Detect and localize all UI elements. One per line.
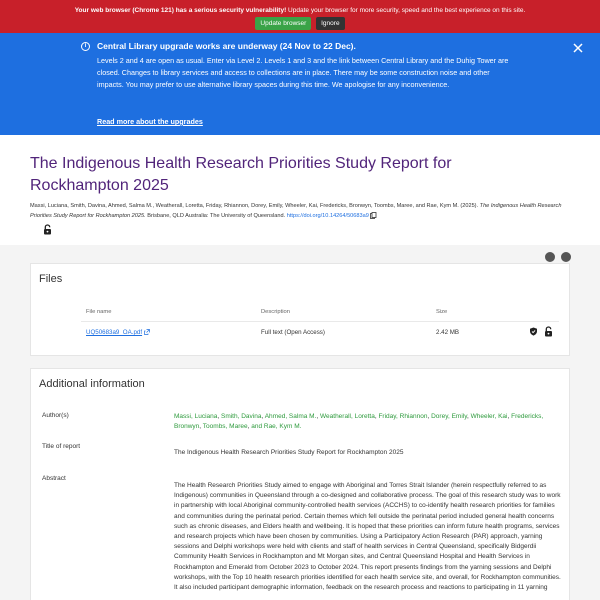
external-link-icon	[144, 329, 150, 335]
page-title: The Indigenous Health Research Priorities Study Report for Rockhampton 2025	[30, 155, 452, 194]
citation: Massi, Luciana, Smith, Davina, Ahmed, Salma M., Weatherall, Loretta, Friday, Rhiannon, Dorey, Emily, Wheeler, Kai, Fredericks, Bronwyn, Toombs, Maree, and Rae, Kym M. (2025). The Indigenous Health Research Priorities Study Report for Rockhampton 2025. Brisbane, QLD Australia: The University of Queensland. https://doi.org/10.14264/50683a9	[30, 203, 562, 219]
authors-label: Author(s)	[42, 412, 69, 419]
update-browser-button[interactable]: Update browser	[255, 17, 311, 30]
author-link[interactable]: Friday, Rhiannon	[378, 413, 428, 420]
author-link[interactable]: and Rae, Kym M.	[251, 423, 302, 430]
alert-title: Central Library upgrade works are underway (24 Nov to 22 Dec).	[97, 41, 356, 51]
column-header-description: Description	[261, 309, 290, 315]
author-link[interactable]: Fredericks, Bronwyn	[174, 413, 544, 430]
additional-info-heading: Additional information	[39, 378, 145, 390]
close-icon[interactable]	[573, 43, 583, 53]
alert-body: Levels 2 and 4 are open as usual. Enter via Level 2. Levels 1 and 3 and the link between Central Library and the Duhig Tower are closed. Changes to library services and access to collections are in place. There may be some construction noise and other impacts. You may prefer to use alternative library spaces during this time. We apologise for any inconvenience.	[97, 56, 509, 89]
author-link[interactable]: Weatherall, Loretta	[320, 413, 375, 420]
file-description: Full text (Open Access)	[261, 329, 325, 336]
author-link[interactable]: Toombs, Maree	[202, 423, 248, 430]
shield-icon	[529, 327, 538, 336]
abstract-label: Abstract	[42, 475, 66, 482]
title-of-report-value: The Indigenous Health Research Priorities Study Report for Rockhampton 2025	[174, 449, 404, 456]
open-access-lock-icon	[43, 224, 52, 235]
author-link[interactable]: Smith, Davina	[220, 413, 262, 420]
copy-icon[interactable]	[370, 212, 377, 219]
info-icon: i	[81, 42, 90, 51]
divider	[81, 321, 559, 322]
email-icon[interactable]	[545, 252, 555, 262]
title-of-report-label: Title of report	[42, 443, 81, 450]
abstract-text: The Health Research Priorities Study aimed to engage with Aboriginal and Torres Strait Islander (herein respectfully referred to as Indigenous) communities in Queensland through a co-designed and collaborative process. The goal of this research study was to work in partnership with local Aboriginal community-controlled health services (ACCHS) to co-identify health research priorities for families and communities during the perinatal period. Certain themes which fell outside the perinatal period included general health concerns such as chronic diseases, and Elders health and wellbeing. It is hoped that these priorities can inform future health programs, services and research projects which have been chosen by communities. Using a Participatory Action Research (PAR) approach, yarning sessions and Delphi workshops were held with clients and staff of health services in Central Queensland, specifically Bidgerdii Community Health Services in Rockhampton and Mt Morgan sites, and Central Queensland Hospital and Health Services in Rockhampton and Emerald from October 2023 to October 2024. This report presents findings from the yarning sessions and Delphi workshops, with the Top 10 health research priorities identified for each health service site, and overall, for Rockhampton communities. It also included participant demographic information, feedback on the research process and reactions to participating in 11 yarning	[174, 482, 561, 592]
column-header-size: Size	[436, 309, 448, 315]
table-row	[86, 329, 150, 336]
print-icon[interactable]	[561, 252, 571, 262]
author-link[interactable]: Ahmed, Salma M.	[264, 413, 317, 420]
open-access-lock-icon	[544, 326, 553, 337]
author-link[interactable]: Massi, Luciana	[174, 413, 218, 420]
file-link[interactable]: UQ50683a9_OA.pdf	[86, 329, 143, 336]
column-header-file-name: File name	[86, 309, 112, 315]
additional-info-card	[30, 368, 570, 600]
ignore-button[interactable]: Ignore	[316, 17, 344, 30]
browser-warning-bar	[0, 0, 600, 33]
author-link[interactable]: Dorey, Emily	[431, 413, 467, 420]
files-card	[30, 263, 570, 356]
files-heading: Files	[39, 273, 63, 285]
author-link[interactable]: Wheeler, Kai	[470, 413, 508, 420]
read-more-link[interactable]: Read more about the upgrades	[97, 117, 203, 126]
doi-link[interactable]: https://doi.org/10.14264/50683a9	[286, 212, 369, 219]
file-size: 2.42 MB	[436, 329, 460, 336]
library-alert-banner	[0, 33, 600, 135]
authors-list: Massi, Luciana, Smith, Davina, Ahmed, Salma M., Weatherall, Loretta, Friday, Rhiannon, Dorey, Emily, Wheeler, Kai, Fredericks, Bronwyn, Toombs, Maree, and Rae, Kym M.	[174, 413, 544, 430]
browser-warning-message: Your web browser (Chrome 121) has a serious security vulnerability! Update your browser for more security, speed and the best experience on this site.	[74, 7, 526, 14]
